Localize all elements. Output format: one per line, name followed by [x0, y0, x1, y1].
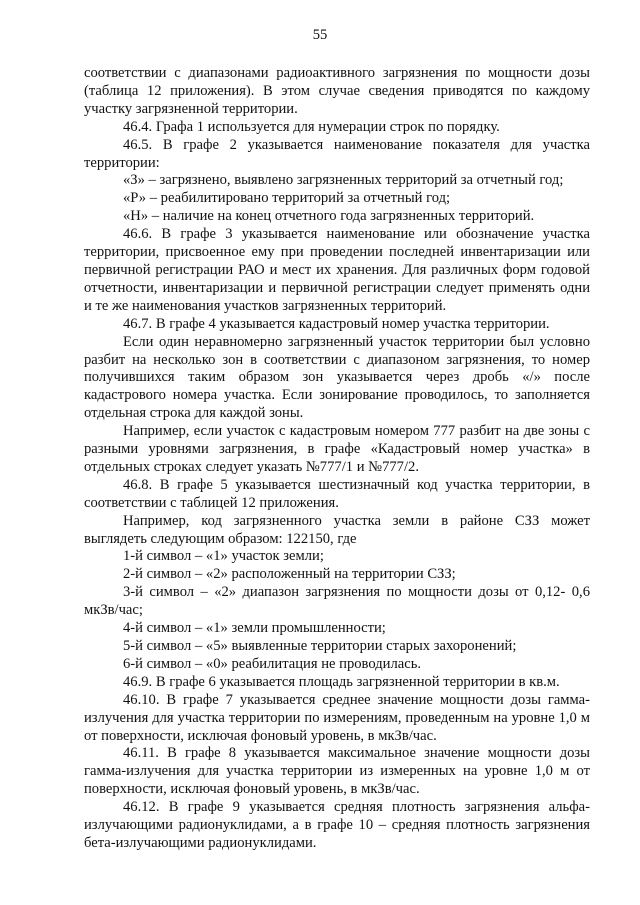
document-body: [84, 65, 590, 853]
paragraph-46-8: 46.8. В графе 5 указывается шестизначный код участка территории, в соответствии с таблицей 12 приложения.: [84, 476, 590, 511]
paragraph-46-12: 46.12. В графе 9 указывается средняя плотность загрязнения альфа-излучающими радионуклидами, а в графе 10 – средняя плотность загрязнения бета-излучающими радионуклидами.: [84, 799, 590, 851]
code-symbol-5: 5-й символ – «5» выявленные территории старых захоронений;: [123, 638, 517, 654]
paragraph-example-cadastral: Например, если участок с кадастровым номером 777 разбит на две зоны с разными уровнями загрязнения, в графе «Кадастровый номер участка» в отдельных строках следует указать №777/1 и №777/2.: [84, 423, 590, 475]
paragraph-zoning: Если один неравномерно загрязненный участок территории был условно разбит на несколько зон в соответствии с диапазоном загрязнения, то номер получившихся таким образом зон указывается через дробь «/» после кадастрового номера участка. Если зонирование проводилось, то заполняется отдельная строка для каждой зоны.: [84, 333, 590, 422]
paragraph-46-11: 46.11. В графе 8 указывается максимальное значение мощности дозы гамма-излучения для участка территории из измеренных на уровне 1,0 м от поверхности, исключая фоновый уровень, в мкЗв/час.: [84, 745, 590, 798]
paragraph-46-5: 46.5. В графе 2 указывается наименование показателя для участка территории:: [84, 136, 590, 171]
paragraph-46-10: 46.10. В графе 7 указывается среднее значение мощности дозы гамма-излучения для участка территории по измерениям, проведенным на уровне 1,0 м от поверхности, исключая фоновый уровень, в мкЗв/час.: [84, 691, 590, 744]
list-item-n: «Н» – наличие на конец отчетного года загрязненных территорий.: [123, 208, 535, 225]
page-number: 55: [312, 27, 328, 43]
code-symbol-2: 2-й символ – «2» расположенный на территории СЗЗ;: [123, 566, 456, 583]
code-symbol-3: 3-й символ – «2» диапазон загрязнения по мощности дозы от 0,12- 0,6 мкЗв/час;: [84, 584, 590, 619]
code-symbol-6: 6-й символ – «0» реабилитация не проводилась.: [123, 655, 422, 672]
paragraph-46-9: 46.9. В графе 6 указывается площадь загрязненной территории в кв.м.: [123, 673, 560, 690]
paragraph-46-4: 46.4. Графа 1 используется для нумерации строк по порядку.: [123, 118, 500, 135]
paragraph-46-7: 46.7. В графе 4 указывается кадастровый номер участка территории.: [123, 315, 550, 332]
list-item-r: «Р» – реабилитировано территорий за отчетный год;: [123, 190, 451, 207]
paragraph-continuation: соответствии с диапазонами радиоактивного загрязнения по мощности дозы (таблица 12 приложения). В этом случае сведения приводятся по каждому участку загрязненной территории.: [84, 65, 590, 117]
code-symbol-4: 4-й символ – «1» земли промышленности;: [123, 620, 386, 637]
paragraph-example-code: Например, код загрязненного участка земли в районе СЗЗ может выглядеть следующим образом: 122150, где: [84, 512, 590, 547]
paragraph-46-6: 46.6. В графе 3 указывается наименование или обозначение участка территории, присвоенное ему при проведении последней инвентаризации или первичной регистрации РАО и мест их хранения. Для различных форм годовой отчетности, инвентаризации и первичной регистрации следует применять одни и те же наименования участков загрязненных территорий.: [84, 226, 590, 314]
list-item-z: «З» – загрязнено, выявлено загрязненных территорий за отчетный год;: [123, 172, 564, 189]
code-symbol-1: 1-й символ – «1» участок земли;: [123, 548, 324, 565]
